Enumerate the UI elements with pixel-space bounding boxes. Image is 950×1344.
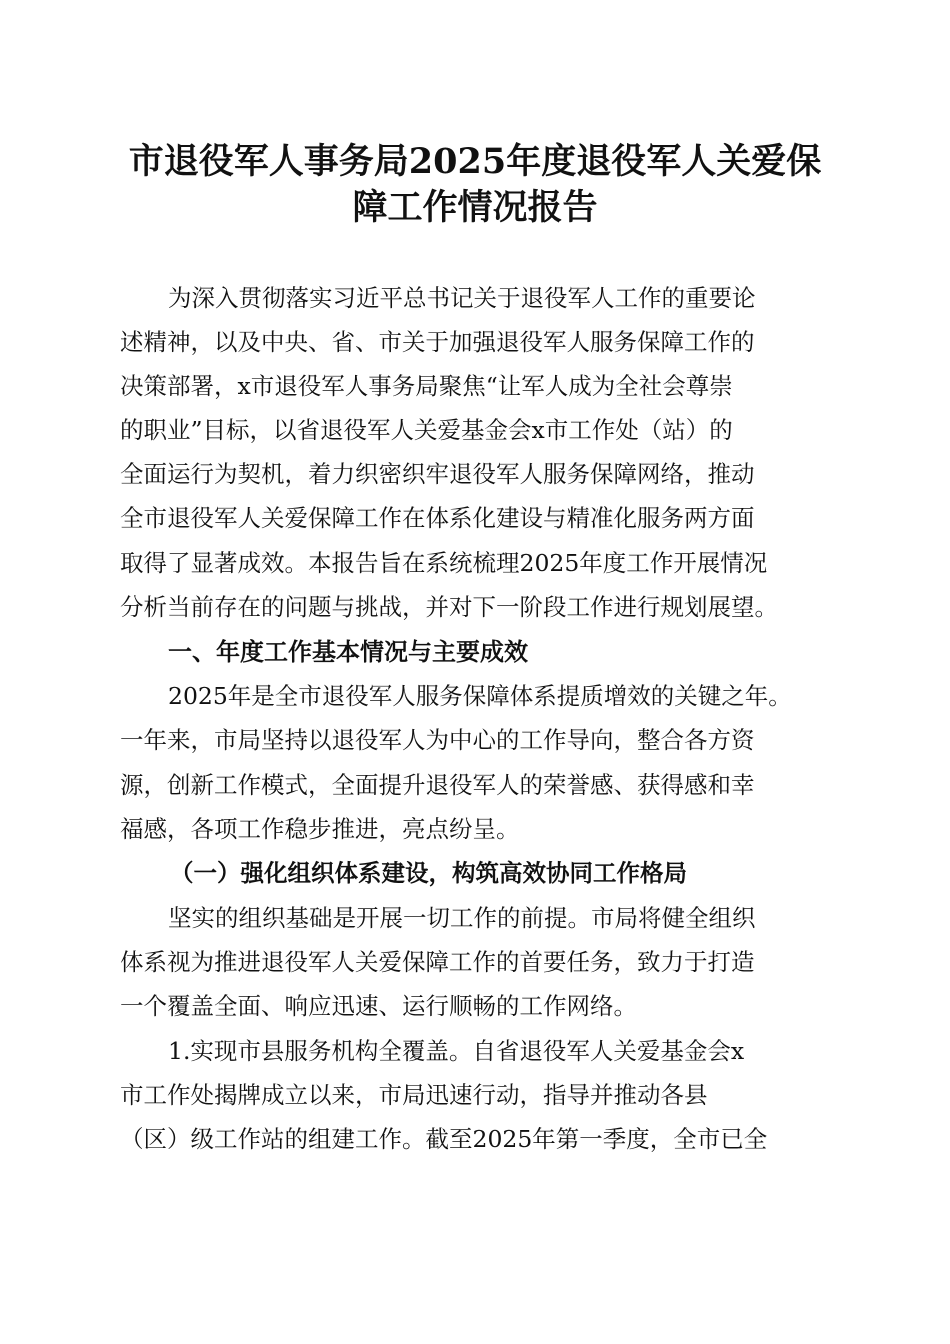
document-title-line-1: 市退役军人事务局2025年度退役军人关爱保 xyxy=(128,141,822,182)
document-title-line-2: 障工作情况报告 xyxy=(352,187,598,228)
section-1-paragraph-line: 2025年是全市退役军人服务保障体系提质增效的关键之年。 xyxy=(168,682,792,710)
subsection-heading-1: （一）强化组织体系建设，构筑高效协同工作格局 xyxy=(170,859,687,887)
intro-paragraph-line: 取得了显著成效。本报告旨在系统梳理2025年度工作开展情况 xyxy=(120,549,768,577)
item-1-paragraph-line: 市工作处揭牌成立以来，市局迅速行动，指导并推动各县 xyxy=(120,1081,708,1109)
intro-paragraph-line: 全面运行为契机，着力织密织牢退役军人服务保障网络，推动 xyxy=(120,460,755,488)
item-1-paragraph-line: 1.实现市县服务机构全覆盖。自省退役军人关爱基金会x xyxy=(168,1037,745,1065)
section-heading-1: 一、年度工作基本情况与主要成效 xyxy=(168,638,528,666)
subsection-1-paragraph-line: 体系视为推进退役军人关爱保障工作的首要任务，致力于打造 xyxy=(120,948,755,976)
intro-paragraph-line: 全市退役军人关爱保障工作在体系化建设与精准化服务两方面 xyxy=(120,504,755,532)
section-1-paragraph-line: 福感，各项工作稳步推进，亮点纷呈。 xyxy=(120,815,520,843)
intro-paragraph-line: 分析当前存在的问题与挑战，并对下一阶段工作进行规划展望。 xyxy=(120,593,778,621)
section-1-paragraph-line: 一年来，市局坚持以退役军人为中心的工作导向，整合各方资 xyxy=(120,726,755,754)
intro-paragraph-line: 为深入贯彻落实习近平总书记关于退役军人工作的重要论 xyxy=(168,284,756,312)
intro-paragraph-line: 述精神，以及中央、省、市关于加强退役军人服务保障工作的 xyxy=(120,328,755,356)
subsection-1-paragraph-line: 坚实的组织基础是开展一切工作的前提。市局将健全组织 xyxy=(168,904,756,932)
intro-paragraph-line: 决策部署，x市退役军人事务局聚焦“让军人成为全社会尊崇 xyxy=(120,372,733,400)
section-1-paragraph-line: 源，创新工作模式，全面提升退役军人的荣誉感、获得感和幸 xyxy=(120,771,755,799)
item-1-paragraph-line: （区）级工作站的组建工作。截至2025年第一季度，全市已全 xyxy=(120,1125,768,1153)
subsection-1-paragraph-line: 一个覆盖全面、响应迅速、运行顺畅的工作网络。 xyxy=(120,992,637,1020)
intro-paragraph-line: 的职业”目标，以省退役军人关爱基金会x市工作处（站）的 xyxy=(120,416,733,444)
